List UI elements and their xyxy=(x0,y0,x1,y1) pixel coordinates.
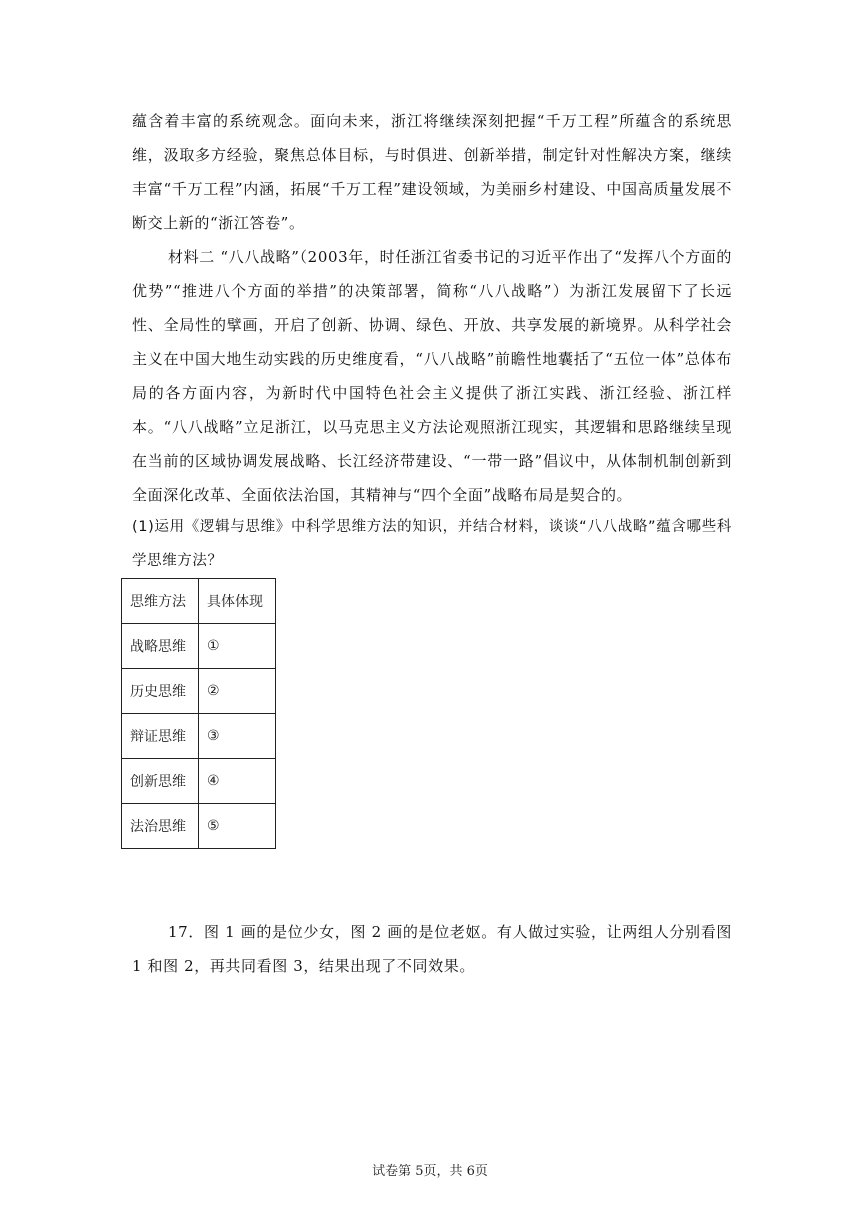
table-cell-method: 创新思维 xyxy=(122,759,199,804)
table-cell-answer: ① xyxy=(199,624,276,669)
table-header-manifestation: 具体体现 xyxy=(199,579,276,624)
table-header-row xyxy=(122,579,276,624)
table-cell-answer: ④ xyxy=(199,759,276,804)
table-cell-method: 历史思维 xyxy=(122,669,199,714)
table-cell-method: 战略思维 xyxy=(122,624,199,669)
table-cell-answer: ③ xyxy=(199,714,276,759)
question-1-prompt: (1)运用《逻辑与思维》中科学思维方法的知识，并结合材料，谈谈“八八战略”蕴含哪些科学思维方法？ xyxy=(132,519,732,569)
table-header-method: 思维方法 xyxy=(122,579,199,624)
table-row xyxy=(122,669,276,714)
table-cell-method: 法治思维 xyxy=(122,804,199,849)
table-row xyxy=(122,714,276,759)
table-row xyxy=(122,759,276,804)
question-17-prompt: 17．图 1 画的是位少女，图 2 画的是位老妪。有人做过实验，让两组人分别看图 1 和图 2，再共同看图 3，结果出现了不同效果。 xyxy=(132,923,732,975)
table-cell-answer: ⑤ xyxy=(199,804,276,849)
material-two-paragraph: 材料二 “八八战略”（2003年，时任浙江省委书记的习近平作出了“发挥八个方面的优势”“推进八个方面的举措”的决策部署，简称“八八战略”）为浙江发展留下了长远性、全局性的擘画，开启了创新、协调、绿色、开放、共享发展的新境界。从科学社会主义在中国大地生动实践的历史维度看，“八八战略”前瞻性地囊括了“五位一体”总体布局的各方面内容，为新时代中国特色社会主义提供了浙江实践、浙江经验、浙江样本。“八八战略”立足浙江，以马克思主义方法论观照浙江现实，其逻辑和思路继续呈现在当前的区域协调发展战略、长江经济带建设、“一带一路”倡议中，从体制机制创新到全面深化改革、全面依法治国，其精神与“四个全面”战略布局是契合的。 xyxy=(132,248,732,504)
table-row xyxy=(122,624,276,669)
table-cell-method: 辩证思维 xyxy=(122,714,199,759)
table-row xyxy=(122,804,276,849)
table-cell-answer: ② xyxy=(199,669,276,714)
page-footer: 试卷第 5页，共 6页 xyxy=(372,1164,488,1179)
material-one-continuation: 蕴含着丰富的系统观念。面向未来，浙江将继续深刻把握“千万工程”所蕴含的系统思维，汲取多方经验，聚焦总体目标，与时俱进、创新举措，制定针对性解决方案，继续丰富“千万工程”内涵，拓展“千万工程”建设领域，为美丽乡村建设、中国高质量发展不断交上新的“浙江答卷”。 xyxy=(132,112,732,232)
thinking-methods-table xyxy=(121,578,276,849)
